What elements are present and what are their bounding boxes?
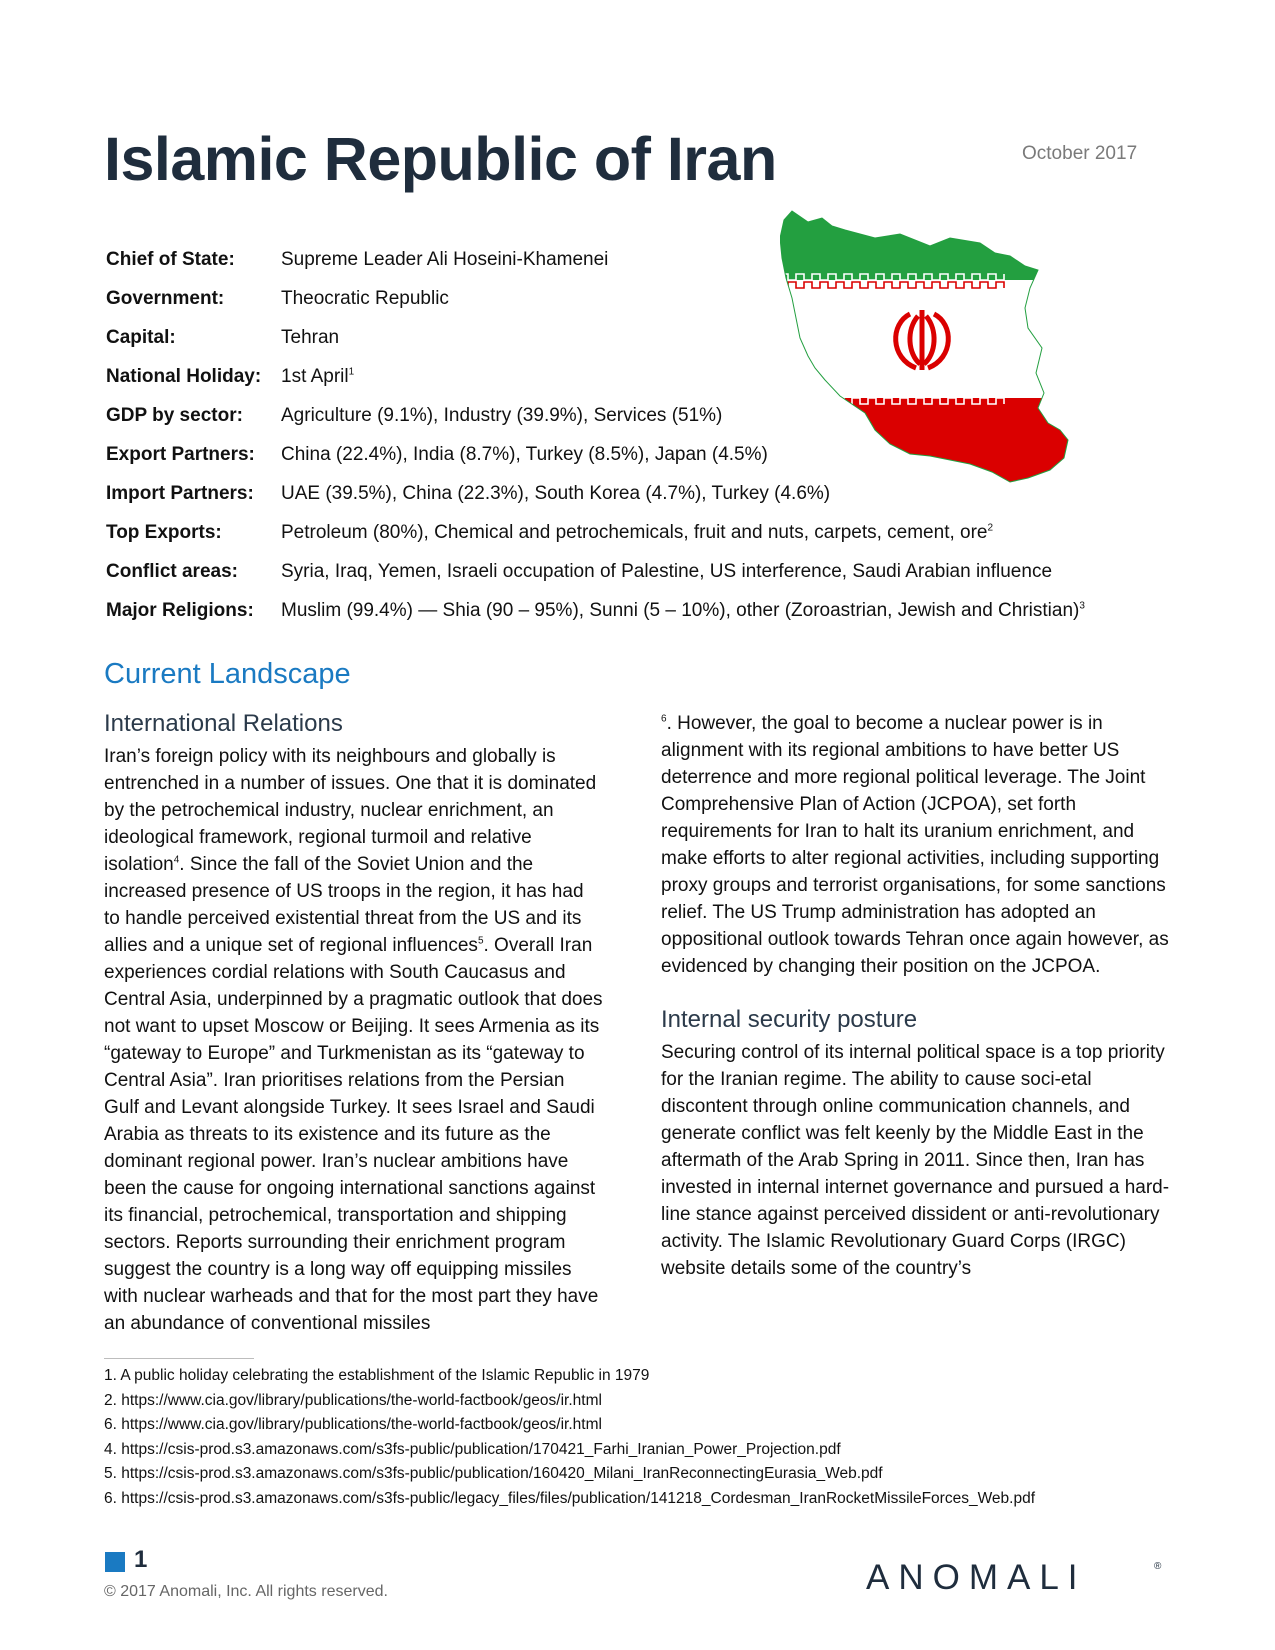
anomali-logo <box>866 1555 1166 1595</box>
fact-label: Import Partners: <box>106 483 254 504</box>
fact-value: Muslim (99.4%) — Shia (90 – 95%), Sunni (5 – 10%), other (Zoroastrian, Jewish and Christian)$^3$ <box>281 600 1085 621</box>
right-column <box>661 710 1171 1282</box>
body-paragraph: Securing control of its internal political space is a top priority for the Iranian regime. The ability to cause soci-etal discontent through online communication channels, and generate conflict was felt keenly by the Middle East in the aftermath of the Arab Spring in 2011. Since then, Iran has invested in internal internet governance and pursued a hard-line stance against perceived dissident or anti-revolutionary activity. The Islamic Revolutionary Guard Corps (IRGC) website details some of the country’s <box>661 1042 1170 1279</box>
fact-label: Conflict areas: <box>106 561 238 582</box>
fact-row <box>106 483 1156 522</box>
fact-label: Major Religions: <box>106 600 254 621</box>
footnote-ref: 3 <box>1079 600 1085 612</box>
footnote-ref: 5 <box>477 935 484 947</box>
fact-value: UAE (39.5%), China (22.3%), South Korea (4.7%), Turkey (4.6%) <box>281 483 831 504</box>
footnote-ref: 2 <box>987 522 994 534</box>
page-number: 1 <box>134 1546 148 1573</box>
fact-label: National Holiday: <box>106 366 262 387</box>
footnote: 1. A public holiday celebrating the establishment of the Islamic Republic in 1979 <box>104 1367 650 1384</box>
page-title: Islamic Republic of Iran <box>104 125 777 193</box>
fact-label: Capital: <box>106 327 176 348</box>
footnote: 5. https://csis-prod.s3.amazonaws.com/s3fs-public/publication/160420_Milani_IranReconnectingEurasia_Web.pdf <box>104 1465 883 1482</box>
square-icon <box>105 1552 125 1572</box>
subsection-heading: International Relations <box>104 710 343 737</box>
fact-row <box>106 249 1156 288</box>
fact-label: Chief of State: <box>106 249 235 270</box>
fact-value: Syria, Iraq, Yemen, Israeli occupation of Palestine, US interference, Saudi Arabian influence <box>281 561 1053 582</box>
fact-value: Theocratic Republic <box>281 288 449 309</box>
fact-sheet <box>106 249 1156 639</box>
document-date: October 2017 <box>1022 143 1138 164</box>
fact-row <box>106 288 1156 327</box>
section-title: Current Landscape <box>104 658 351 690</box>
body-paragraph: $^6$. However, the goal to become a nuclear power is in alignment with its regional ambitions to have better US deterrence and more regional political leverage. The Joint Comprehensive Plan of Action (JCPOA), set forth requirements for Iran to halt its uranium enrichment, and make efforts to alter regional activities, including supporting proxy groups and terrorist organisations, for some sanctions relief. The US Trump administration has adopted an oppositional outlook towards Tehran once again however, as evidenced by changing their position on the JCPOA. <box>661 713 1169 977</box>
fact-value: 1st April$^1$ <box>281 366 355 387</box>
footnote: 2. https://www.cia.gov/library/publications/the-world-factbook/geos/ir.html <box>104 1391 602 1409</box>
fact-row <box>106 561 1156 600</box>
footnote-ref: 4 <box>173 854 180 866</box>
fact-row <box>106 600 1156 639</box>
fact-row <box>106 405 1156 444</box>
logo-text: ANOMALI <box>866 1558 1087 1595</box>
registered-mark: ® <box>1154 1561 1162 1572</box>
left-column <box>104 710 604 1337</box>
footnote-ref: 6 <box>661 713 667 725</box>
fact-row <box>106 444 1156 483</box>
fact-row <box>106 327 1156 366</box>
fact-label: Government: <box>106 288 225 309</box>
fact-label: Export Partners: <box>106 444 255 465</box>
body-paragraph: Iran’s foreign policy with its neighbours and globally is entrenched in a number of issues. One that it is dominated by the petrochemical industry, nuclear enrichment, an ideological framework, regional turmoil and relative isolation$^4$. Since the fall of the Soviet Union and the increased presence of US troops in the region, it has had to handle perceived existential threat from the US and its allies and a unique set of regional influences$^5$. Overall Iran experiences cordial relations with South Caucasus and Central Asia, underpinned by a pragmatic outlook that does not want to upset Moscow or Beijing. It sees Armenia as its “gateway to Europe” and Turkmenistan as its “gateway to Central Asia”. Iran prioritises relations from the Persian Gulf and Levant alongside Turkey. It sees Israel and Saudi Arabia as threats to its existence and its future as the dominant regional power. Iran’s nuclear ambitions have been the cause for ongoing international sanctions against its financial, petrochemical, transportation and shipping sectors. Reports surrounding their enrichment program suggest the country is a long way off equipping missiles with nuclear warheads and that for the most part they have an abundance of conventional missiles <box>104 746 603 1334</box>
footnote: 6. https://www.cia.gov/library/publications/the-world-factbook/geos/ir.html <box>104 1416 602 1433</box>
footnote-ref: 1 <box>348 366 355 378</box>
footnote: 4. https://csis-prod.s3.amazonaws.com/s3fs-public/publication/170421_Farhi_Iranian_Power_Projection.pdf <box>104 1440 841 1458</box>
fact-value: China (22.4%), India (8.7%), Turkey (8.5%), Japan (4.5%) <box>281 444 768 465</box>
copyright: © 2017 Anomali, Inc. All rights reserved. <box>104 1583 388 1600</box>
fact-row <box>106 522 1156 561</box>
footnote-divider <box>104 1358 254 1359</box>
fact-row <box>106 366 1156 405</box>
fact-value: Tehran <box>281 327 340 348</box>
footnotes <box>104 1364 1224 1511</box>
fact-value: Petroleum (80%), Chemical and petrochemicals, fruit and nuts, carpets, cement, ore$^2$ <box>281 522 994 543</box>
fact-value: Supreme Leader Ali Hoseini-Khamenei <box>281 249 609 270</box>
subsection-heading: Internal security posture <box>661 1006 918 1033</box>
fact-label: Top Exports: <box>106 522 222 543</box>
fact-label: GDP by sector: <box>106 405 243 426</box>
fact-value: Agriculture (9.1%), Industry (39.9%), Services (51%) <box>281 405 723 426</box>
footnote: 6. https://csis-prod.s3.amazonaws.com/s3fs-public/legacy_files/files/publication/141218_Cordesman_IranRocketMissileForces_Web.pdf <box>104 1489 1036 1507</box>
